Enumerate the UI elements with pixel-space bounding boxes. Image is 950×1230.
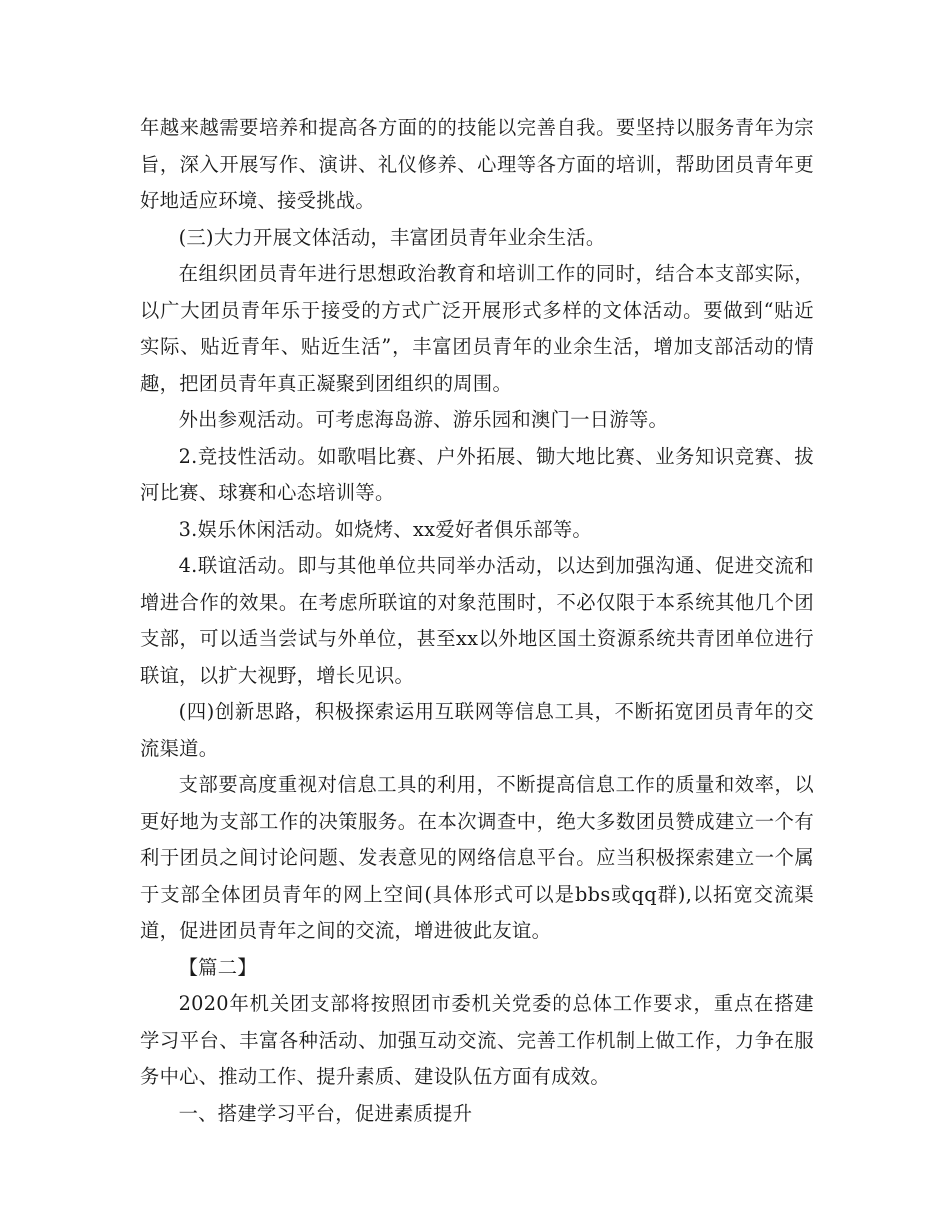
- part-heading: 【篇二】: [178, 955, 257, 979]
- paragraph: 在组织团员青年进行思想政治教育和培训工作的同时，结合本支部实际，以广大团员青年乐于接受的方式广泛开展形式多样的文体活动。要做到“贴近实际、贴近青年、贴近生活”，丰富团员青年的业余生活，增加支部活动的情趣，把团员青年真正凝聚到团组织的周围。: [140, 262, 814, 395]
- document-body: [140, 110, 814, 1132]
- section-heading-3: (三)大力开展文体活动，丰富团员青年业余生活。: [178, 225, 606, 249]
- section-heading-4: (四)创新思路，积极探索运用互联网等信息工具，不断拓宽团员青年的交流渠道。: [140, 700, 814, 760]
- list-item: 3.娱乐休闲活动。如烧烤、xx爱好者俱乐部等。: [178, 517, 592, 541]
- paragraph: 支部要高度重视对信息工具的利用，不断提高信息工作的质量和效率，以更好地为支部工作的决策服务。在本次调查中，绝大多数团员赞成建立一个有利于团员之间讨论问题、发表意见的网络信息平台。应当积极探索建立一个属于支部全体团员青年的网上空间(具体形式可以是bbs或qq群),以拓宽交流渠道，促进团员青年之间的交流，增进彼此友谊。: [140, 773, 814, 942]
- list-item: 2.竞技性活动。如歌唱比赛、户外拓展、锄大地比赛、业务知识竞赛、拔河比赛、球赛和心态培训等。: [140, 444, 814, 504]
- paragraph-continuation: 年越来越需要培养和提高各方面的的技能以完善自我。要坚持以服务青年为宗旨，深入开展写作、演讲、礼仪修养、心理等各方面的培训，帮助团员青年更好地适应环境、接受挑战。: [140, 116, 814, 212]
- subsection-heading: 一、搭建学习平台，促进素质提升: [178, 1101, 473, 1125]
- list-item: 4.联谊活动。即与其他单位共同举办活动，以达到加强沟通、促进交流和增进合作的效果。在考虑所联谊的对象范围时，不必仅限于本系统其他几个团支部，可以适当尝试与外单位，甚至xx以外地区国土资源系统共青团单位进行联谊，以扩大视野，增长见识。: [140, 554, 814, 687]
- paragraph: 2020年机关团支部将按照团市委机关党委的总体工作要求，重点在搭建学习平台、丰富各种活动、加强互动交流、完善工作机制上做工作，力争在服务中心、推动工作、提升素质、建设队伍方面有成效。: [140, 992, 814, 1088]
- list-item: 外出参观活动。可考虑海岛游、游乐园和澳门一日游等。: [178, 408, 669, 431]
